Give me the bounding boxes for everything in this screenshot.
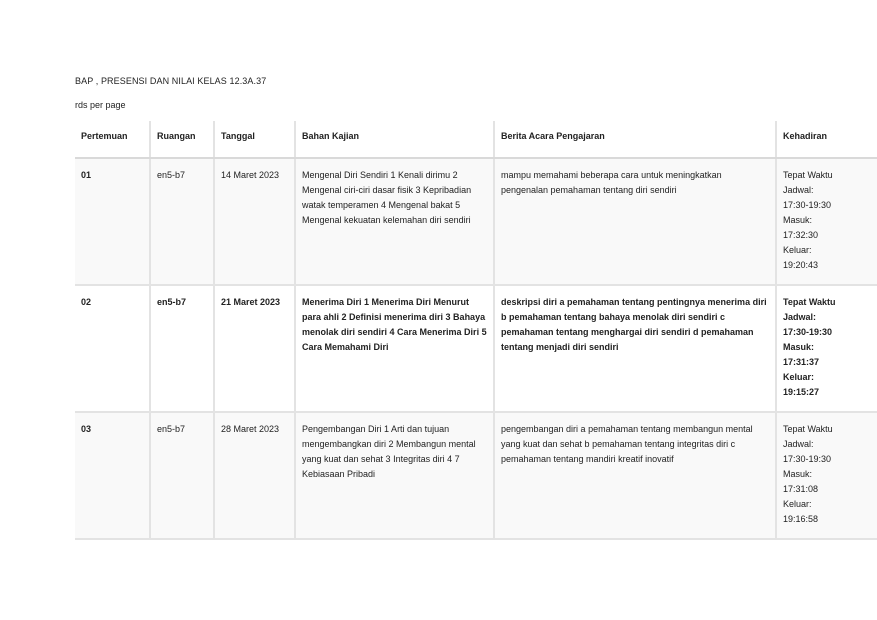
page-title: BAP , PRESENSI DAN NILAI KELAS 12.3A.37 [75,76,267,86]
cell-pertemuan: 01 [75,158,150,285]
cell-berita-acara: deskripsi diri a pemahaman tentang pentingnya menerima diri b pemahaman tentang bahaya menolak diri sendiri c pemahaman tentang menghargai diri sendiri d pemahaman tentang menjadi diri sendiri [494,285,776,412]
bap-table [75,121,877,540]
cell-tanggal: 28 Maret 2023 [214,412,295,539]
cell-bahan-kajian: Menerima Diri 1 Menerima Diri Menurut para ahli 2 Definisi menerima diri 3 Bahaya menolak diri sendiri 4 Cara Menerima Diri 5 Cara Memahami Diri [295,285,494,412]
kehadiran-jadwal-label: Jadwal: [783,185,814,195]
kehadiran-jadwal: 17:30-19:30 [783,200,832,210]
cell-tanggal: 14 Maret 2023 [214,158,295,285]
header-tanggal[interactable]: Tanggal [214,121,295,158]
cell-ruangan: en5-b7 [150,158,214,285]
kehadiran-masuk: 17:32:30 [783,230,819,240]
kehadiran-status: Tepat Waktu [783,297,836,307]
kehadiran-jadwal-label: Jadwal: [783,312,817,322]
header-bahan-kajian[interactable]: Bahan Kajian [295,121,494,158]
cell-bahan-kajian: Mengenal Diri Sendiri 1 Kenali dirimu 2 Mengenal ciri-ciri dasar fisik 3 Kepribadian watak temperamen 4 Mengenal bakat 5 Mengenal kekuatan kelemahan diri sendiri [295,158,494,285]
kehadiran-keluar-label: Keluar: [783,245,812,255]
kehadiran-jadwal-label: Jadwal: [783,439,814,449]
kehadiran-jadwal: 17:30-19:30 [783,454,832,464]
kehadiran-keluar-label: Keluar: [783,499,812,509]
table-header-row [75,121,877,158]
table-row [75,285,877,412]
table-bottom-border [75,538,877,540]
kehadiran-status: Tepat Waktu [783,424,833,434]
kehadiran-keluar: 19:20:43 [783,260,819,270]
kehadiran-masuk: 17:31:37 [783,357,820,367]
header-kehadiran[interactable]: Kehadiran [776,121,877,158]
kehadiran-jadwal: 17:30-19:30 [783,327,833,337]
header-berita-acara[interactable]: Berita Acara Pengajaran [494,121,776,158]
records-per-page-label: rds per page [75,100,126,110]
cell-kehadiran [776,285,877,412]
cell-pertemuan: 03 [75,412,150,539]
kehadiran-masuk-label: Masuk: [783,215,813,225]
kehadiran-masuk-label: Masuk: [783,342,815,352]
cell-berita-acara: mampu memahami beberapa cara untuk meningkatkan pengenalan pemahaman tentang diri sendiri [494,158,776,285]
cell-kehadiran [776,158,877,285]
cell-berita-acara: pengembangan diri a pemahaman tentang membangun mental yang kuat dan sehat b pemahaman tentang integritas diri c pemahaman tentang mandiri kreatif inovatif [494,412,776,539]
bap-table-container [75,121,877,540]
kehadiran-masuk-label: Masuk: [783,469,813,479]
cell-pertemuan: 02 [75,285,150,412]
header-pertemuan[interactable]: Pertemuan [75,121,150,158]
table-row [75,412,877,539]
kehadiran-status: Tepat Waktu [783,170,833,180]
kehadiran-keluar: 19:16:58 [783,514,819,524]
cell-ruangan: en5-b7 [150,412,214,539]
cell-ruangan: en5-b7 [150,285,214,412]
cell-kehadiran [776,412,877,539]
kehadiran-masuk: 17:31:08 [783,484,819,494]
cell-bahan-kajian: Pengembangan Diri 1 Arti dan tujuan mengembangkan diri 2 Membangun mental yang kuat dan sehat 3 Integritas diri 4 7 Kebiasaan Pribadi [295,412,494,539]
table-row [75,158,877,285]
kehadiran-keluar: 19:15:27 [783,387,820,397]
kehadiran-keluar-label: Keluar: [783,372,815,382]
header-ruangan[interactable]: Ruangan [150,121,214,158]
cell-tanggal: 21 Maret 2023 [214,285,295,412]
